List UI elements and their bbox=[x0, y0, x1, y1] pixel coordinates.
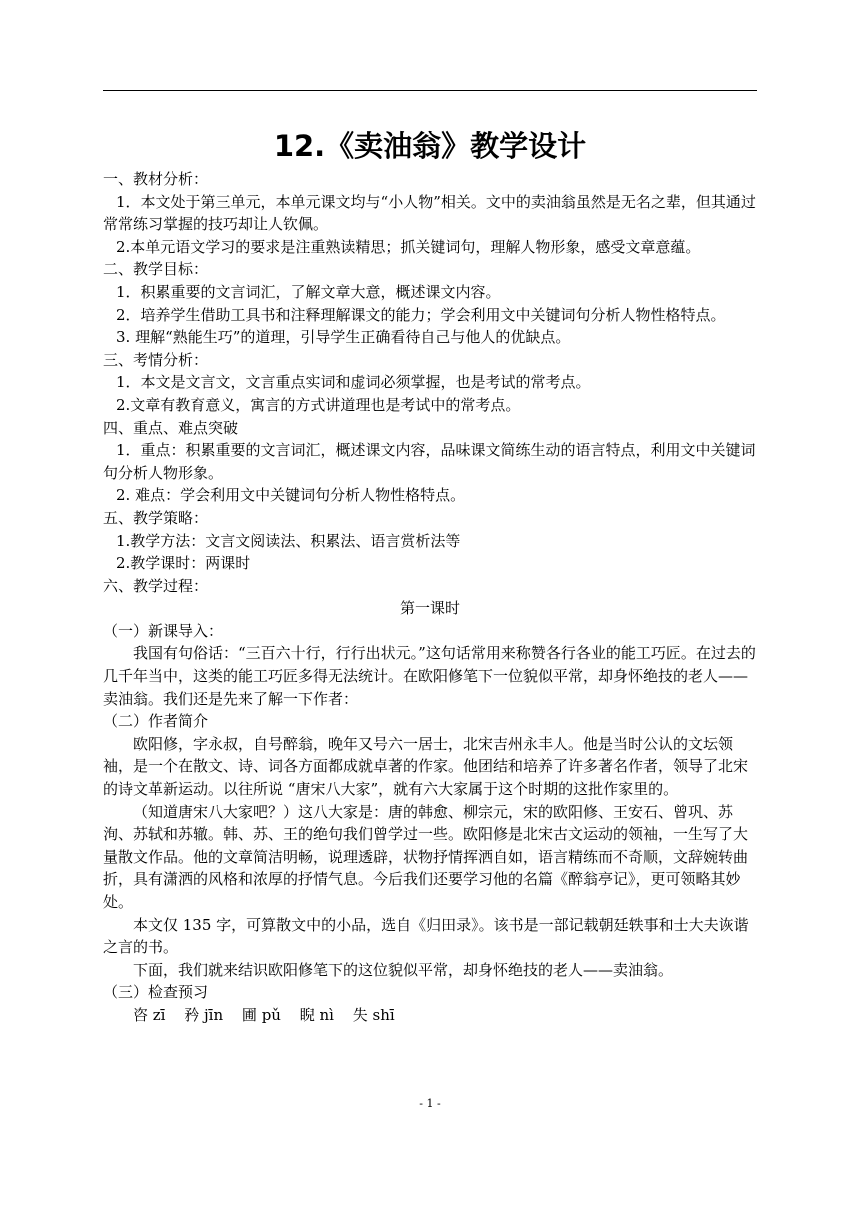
document-title: 12.《卖油翁》教学设计 bbox=[273, 129, 587, 163]
pinyin-item: 睨 nì bbox=[299, 1005, 334, 1024]
paragraph: 三、考情分析： bbox=[103, 350, 209, 369]
section-heading: 第一课时 bbox=[399, 599, 460, 618]
document-body bbox=[103, 168, 757, 1027]
pinyin-line bbox=[103, 1004, 757, 1027]
paragraph: 1．重点：积累重要的文言词汇，概述课文内容，品味课文简练生动的语言特点，利用文中关键词句分析人物形象。 bbox=[103, 441, 756, 482]
page-number: - 1 - bbox=[419, 1097, 441, 1110]
paragraph-list bbox=[103, 168, 757, 1004]
pinyin-item: 矜 jīn bbox=[184, 1005, 224, 1024]
paragraph: 2.教学课时：两课时 bbox=[116, 554, 251, 573]
paragraph: 2. 难点：学会利用文中关键词句分析人物性格特点。 bbox=[116, 486, 466, 505]
paragraph: （三）检查预习 bbox=[103, 983, 209, 1002]
paragraph: 四、重点、难点突破 bbox=[103, 418, 239, 437]
header-rule bbox=[103, 90, 757, 91]
paragraph: 下面，我们就来结识欧阳修笔下的这位貌似平常，却身怀绝技的老人——卖油翁。 bbox=[133, 960, 674, 979]
paragraph: 五、教学策略： bbox=[103, 508, 209, 527]
paragraph: 1．积累重要的文言词汇，了解文章大意，概述课文内容。 bbox=[116, 282, 501, 301]
paragraph: 我国有句俗话：“三百六十行，行行出状元。”这句话常用来称赞各行各业的能工巧匠。在过去的几千年当中，这类的能工巧匠多得无法统计。在欧阳修笔下一位貌似平常，却身怀绝技的老人——卖油翁。我们还是先来了解一下作者： bbox=[103, 644, 756, 708]
pinyin-item: 圃 pǔ bbox=[241, 1005, 281, 1024]
pinyin-item: 失 shī bbox=[352, 1005, 395, 1024]
paragraph: 1.教学方法：文言文阅读法、积累法、语言赏析法等 bbox=[116, 531, 461, 550]
paragraph: （知道唐宋八大家吧？）这八大家是：唐的韩愈、柳宗元，宋的欧阳修、王安石、曾巩、苏洵、苏轼和苏辙。韩、苏、王的绝句我们曾学过一些。欧阳修是北宋古文运动的领袖，一生写了大量散文作品。他的文章简洁明畅，说理透辟，状物抒情挥洒自如，语言精练而不奇顺，文辞婉转曲折，具有潇洒的风格和浓厚的抒情气息。今后我们还要学习他的名篇《醉翁亭记》，更可领略其妙处。 bbox=[103, 802, 749, 911]
paragraph: 六、教学过程： bbox=[103, 576, 209, 595]
paragraph: 1．本文处于第三单元，本单元课文均与“小人物”相关。文中的卖油翁虽然是无名之辈，但其通过常常练习掌握的技巧却让人钦佩。 bbox=[103, 192, 756, 234]
paragraph: （一）新课导入： bbox=[103, 621, 224, 640]
paragraph: 2．培养学生借助工具书和注释理解课文的能力；学会利用文中关键词句分析人物性格特点。 bbox=[116, 305, 726, 324]
paragraph: 二、教学目标： bbox=[103, 260, 209, 279]
paragraph: 1．本文是文言文，文言重点实词和虚词必须掌握，也是考试的常考点。 bbox=[116, 373, 591, 392]
paragraph: 2.本单元语文学习的要求是注重熟读精思；抓关键词句，理解人物形象，感受文章意蕴。 bbox=[116, 237, 701, 256]
paragraph: 一、教材分析： bbox=[103, 170, 209, 188]
paragraph: 2.文章有教育意义，寓言的方式讲道理也是考试中的常考点。 bbox=[116, 395, 521, 414]
pinyin-item: 咨 zī bbox=[133, 1005, 166, 1024]
paragraph: 欧阳修，字永叔，自号醉翁，晚年又号六一居士，北宋吉州永丰人。他是当时公认的文坛领袖，是一个在散文、诗、词各方面都成就卓著的作家。他团结和培养了许多著名作者，领导了北宋的诗文革新运动。以往所说 “唐宋八大家”，就有六大家属于这个时期的这批作家里的。 bbox=[103, 734, 749, 799]
paragraph: （二）作者简介 bbox=[103, 712, 209, 731]
paragraph: 本文仅 135 字，可算散文中的小品，选自《归田录》。该书是一部记载朝廷轶事和士大夫诙谐之言的书。 bbox=[103, 915, 749, 957]
paragraph: 3. 理解“熟能生巧”的道理，引导学生正确看待自己与他人的优缺点。 bbox=[116, 328, 571, 347]
